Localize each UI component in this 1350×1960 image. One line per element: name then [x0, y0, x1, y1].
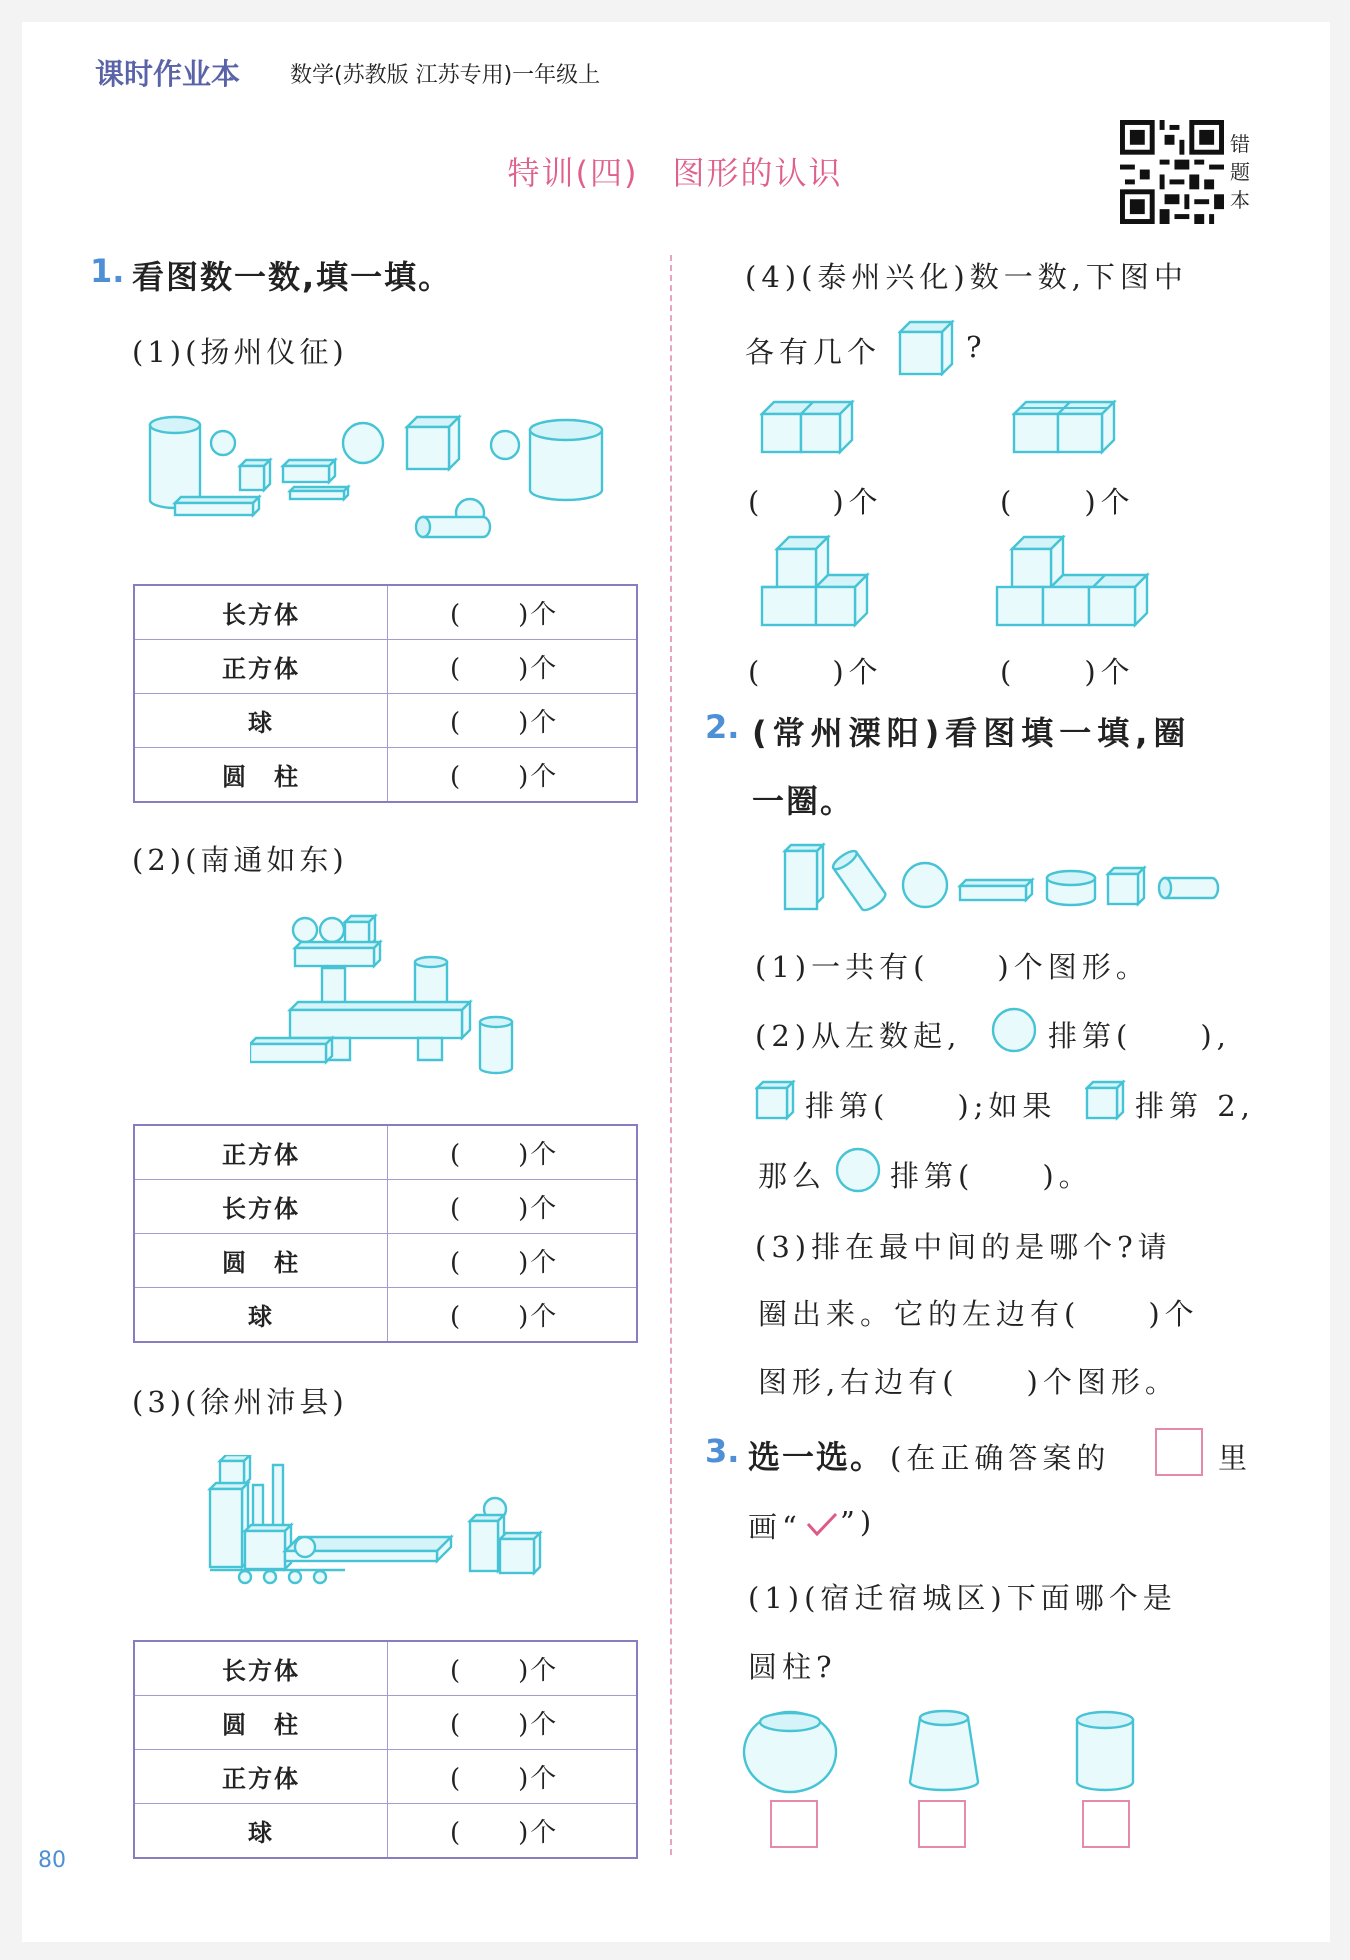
q2-text-b: 一圈。 [752, 782, 855, 820]
answer-blank[interactable]: ( )个 [388, 1750, 638, 1804]
shape-name: 圆 柱 [134, 1696, 388, 1750]
table-row [134, 694, 637, 748]
qr-code-icon[interactable] [1120, 120, 1224, 224]
shape-name: 长方体 [134, 585, 388, 640]
q2-sub1: (1)一共有( )个图形。 [755, 950, 1150, 984]
answer-blank[interactable]: ( )个 [388, 748, 638, 803]
q1-text: 看图数一数,填一填。 [132, 258, 453, 296]
q3-sub1-b: 圆柱? [748, 1650, 837, 1684]
table-row [134, 1180, 637, 1234]
q3-number: 3. [705, 1432, 740, 1470]
cube-figure-c [760, 535, 880, 645]
option-barrel-shape [742, 1706, 842, 1796]
shape-name: 长方体 [134, 1180, 388, 1234]
answer-blank[interactable]: ( )个 [388, 1180, 638, 1234]
option-cylinder-shape [1070, 1706, 1140, 1796]
table-row [134, 1288, 637, 1343]
q1-number: 1. [90, 252, 125, 290]
q1-part3-label: (3)(徐州沛县) [132, 1385, 348, 1419]
table-row [134, 1125, 637, 1180]
shape-name: 正方体 [134, 1125, 388, 1180]
q1-part3-table [133, 1640, 638, 1859]
option-frustum-shape [905, 1706, 985, 1796]
q2-sub2-d: 排第 2, [1135, 1089, 1255, 1123]
q1-part2-label: (2)(南通如东) [132, 843, 348, 877]
sphere-icon [834, 1146, 882, 1194]
q1-part4-line1: (4)(泰州兴化)数一数,下图中 [745, 260, 1188, 294]
answer-blank[interactable]: ( )个 [748, 655, 883, 689]
answer-checkbox-3[interactable] [1082, 1800, 1130, 1848]
table-row [134, 748, 637, 803]
figure-q1-1 [145, 405, 625, 540]
answer-blank[interactable]: ( )个 [388, 1288, 638, 1343]
table-row [134, 1641, 637, 1696]
cube-icon [898, 320, 956, 376]
shape-name: 球 [134, 1288, 388, 1343]
answer-checkbox-1[interactable] [770, 1800, 818, 1848]
table-row [134, 585, 637, 640]
answer-blank[interactable]: ( )个 [388, 694, 638, 748]
q2-sub2-b: 排第( ), [1048, 1019, 1231, 1053]
q2-number: 2. [705, 708, 740, 746]
q1-part1-table [133, 584, 638, 803]
answer-blank[interactable]: ( )个 [388, 1641, 638, 1696]
q3-text-c: 里 [1218, 1441, 1253, 1475]
cube-icon [1085, 1080, 1127, 1122]
page-number: 80 [38, 1848, 66, 1873]
q2-sub2-e: 那么 [758, 1159, 827, 1193]
shape-name: 正方体 [134, 1750, 388, 1804]
answer-box-sample [1155, 1428, 1203, 1476]
q2-sub2-c: 排第( );如果 [805, 1089, 1057, 1123]
answer-blank[interactable]: ( )个 [388, 585, 638, 640]
figure-q1-3 [205, 1455, 565, 1605]
q2-sub2-f: 排第( )。 [890, 1159, 1093, 1193]
checkmark-icon [805, 1510, 839, 1538]
answer-blank[interactable]: ( )个 [388, 1804, 638, 1859]
q2-text-a: (常州溧阳)看图填一填,圈 [752, 714, 1192, 752]
shape-name: 球 [134, 694, 388, 748]
answer-blank[interactable]: ( )个 [388, 1696, 638, 1750]
cube-figure-d [995, 535, 1155, 645]
cube-figure-b [1012, 400, 1142, 475]
table-row [134, 1804, 637, 1859]
page-title: 特训(四) 图形的认识 [507, 154, 843, 192]
answer-blank[interactable]: ( )个 [388, 640, 638, 694]
qr-label: 错题本 [1230, 132, 1250, 212]
shape-name: 正方体 [134, 640, 388, 694]
q1-part2-table [133, 1124, 638, 1343]
q2-sub3-b: 圈出来。它的左边有( )个 [758, 1297, 1199, 1331]
q1-part4-line2b: ? [966, 330, 987, 364]
shape-name: 圆 柱 [134, 748, 388, 803]
column-divider [670, 255, 672, 1855]
q2-sub3-a: (3)排在最中间的是哪个?请 [755, 1230, 1172, 1264]
table-row [134, 1696, 637, 1750]
shape-name: 圆 柱 [134, 1234, 388, 1288]
q3-text-b: (在正确答案的 [890, 1441, 1111, 1475]
sphere-icon [990, 1006, 1038, 1054]
q3-text-e: ”) [840, 1505, 877, 1539]
cube-figure-a [760, 400, 880, 475]
answer-blank[interactable]: ( )个 [1000, 485, 1135, 519]
figure-q1-2 [250, 910, 530, 1080]
brand-title: 课时作业本 [95, 57, 241, 91]
table-row [134, 1750, 637, 1804]
shape-name: 长方体 [134, 1641, 388, 1696]
figure-q2-row [780, 840, 1230, 915]
q2-sub2-a: (2)从左数起, [755, 1019, 962, 1053]
q1-part4-line2a: 各有几个 [745, 335, 882, 369]
book-subtitle: 数学(苏教版 江苏专用)一年级上 [290, 63, 601, 88]
answer-blank[interactable]: ( )个 [388, 1125, 638, 1180]
answer-checkbox-2[interactable] [918, 1800, 966, 1848]
q3-text-d: 画“ [748, 1510, 802, 1544]
q2-sub3-c: 图形,右边有( )个图形。 [758, 1365, 1179, 1399]
answer-blank[interactable]: ( )个 [1000, 655, 1135, 689]
table-row [134, 1234, 637, 1288]
q1-part1-label: (1)(扬州仪征) [132, 335, 348, 369]
table-row [134, 640, 637, 694]
answer-blank[interactable]: ( )个 [388, 1234, 638, 1288]
cube-icon [755, 1080, 797, 1122]
q3-text-a: 选一选。 [748, 1438, 885, 1476]
q3-sub1-a: (1)(宿迁宿城区)下面哪个是 [748, 1581, 1177, 1615]
answer-blank[interactable]: ( )个 [748, 485, 883, 519]
shape-name: 球 [134, 1804, 388, 1859]
